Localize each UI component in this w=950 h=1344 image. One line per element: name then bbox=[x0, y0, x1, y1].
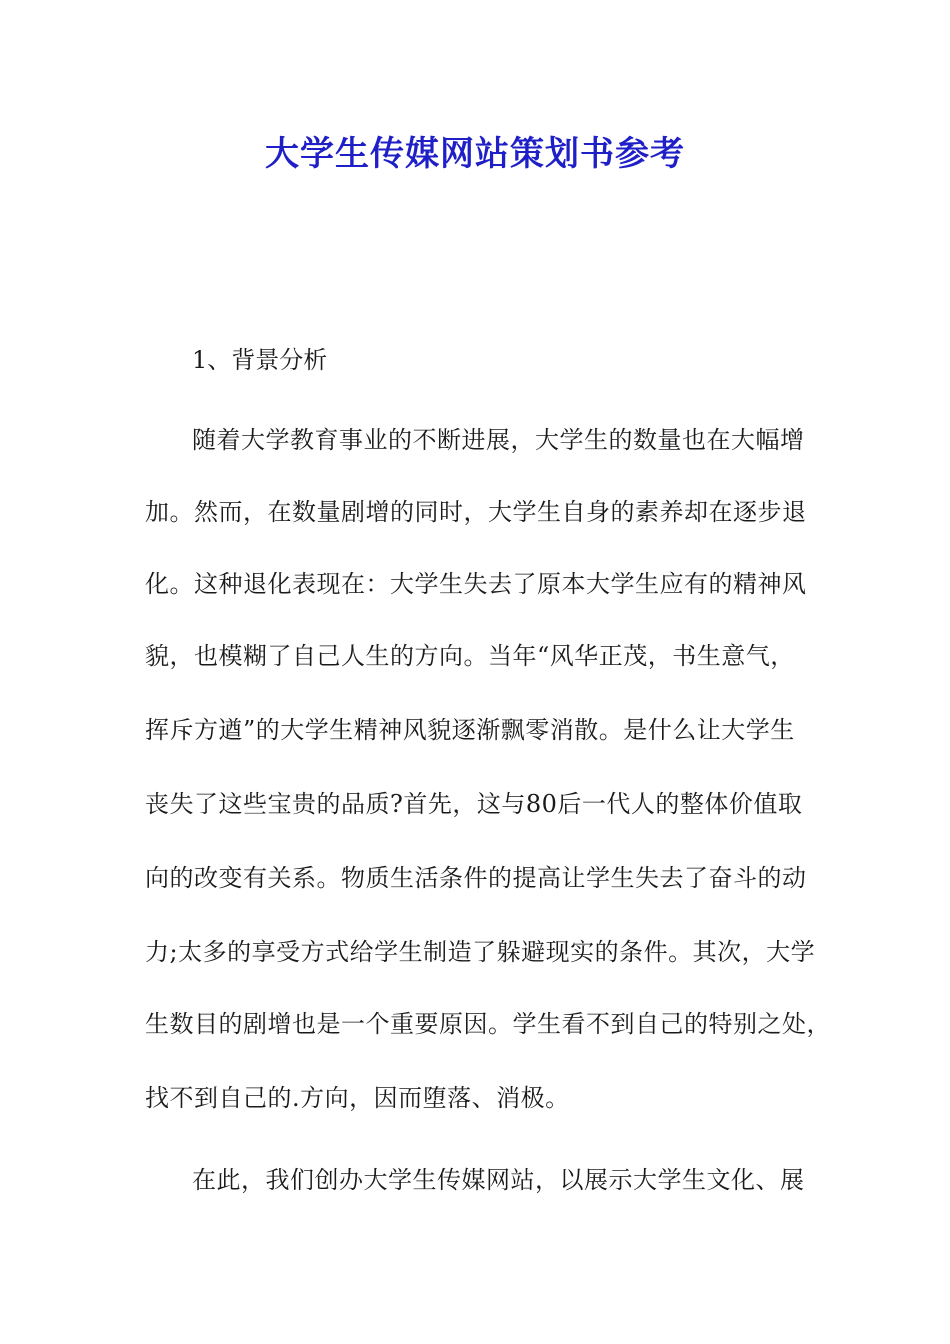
paragraph-line: 挥斥方遒”的大学生精神风貌逐渐飘零消散。是什么让大学生 bbox=[145, 716, 795, 744]
paragraph-line: 丧失了这些宝贵的品质?首先，这与80后一代人的整体价值取 bbox=[145, 790, 803, 818]
paragraph-line: 找不到自己的.方向，因而堕落、消极。 bbox=[145, 1084, 570, 1112]
paragraph-line: 向的改变有关系。物质生活条件的提高让学生失去了奋斗的动 bbox=[145, 864, 807, 892]
paragraph-line: 貌，也模糊了自己人生的方向。当年“风华正茂，书生意气， bbox=[145, 642, 795, 670]
document-title: 大学生传媒网站策划书参考 bbox=[265, 134, 685, 174]
paragraph-line: 在此，我们创办大学生传媒网站，以展示大学生文化、展 bbox=[192, 1166, 805, 1194]
section-heading: 1、背景分析 bbox=[192, 346, 328, 374]
paragraph-line: 生数目的剧增也是一个重要原因。学生看不到自己的特别之处， bbox=[145, 1010, 831, 1038]
paragraph-line: 随着大学教育事业的不断进展，大学生的数量也在大幅增 bbox=[192, 426, 805, 454]
paragraph-line: 加。然而，在数量剧增的同时，大学生自身的素养却在逐步退 bbox=[145, 498, 807, 526]
paragraph-line: 化。这种退化表现在：大学生失去了原本大学生应有的精神风 bbox=[145, 570, 807, 598]
paragraph-line: 力;太多的享受方式给学生制造了躲避现实的条件。其次，大学 bbox=[145, 938, 816, 966]
